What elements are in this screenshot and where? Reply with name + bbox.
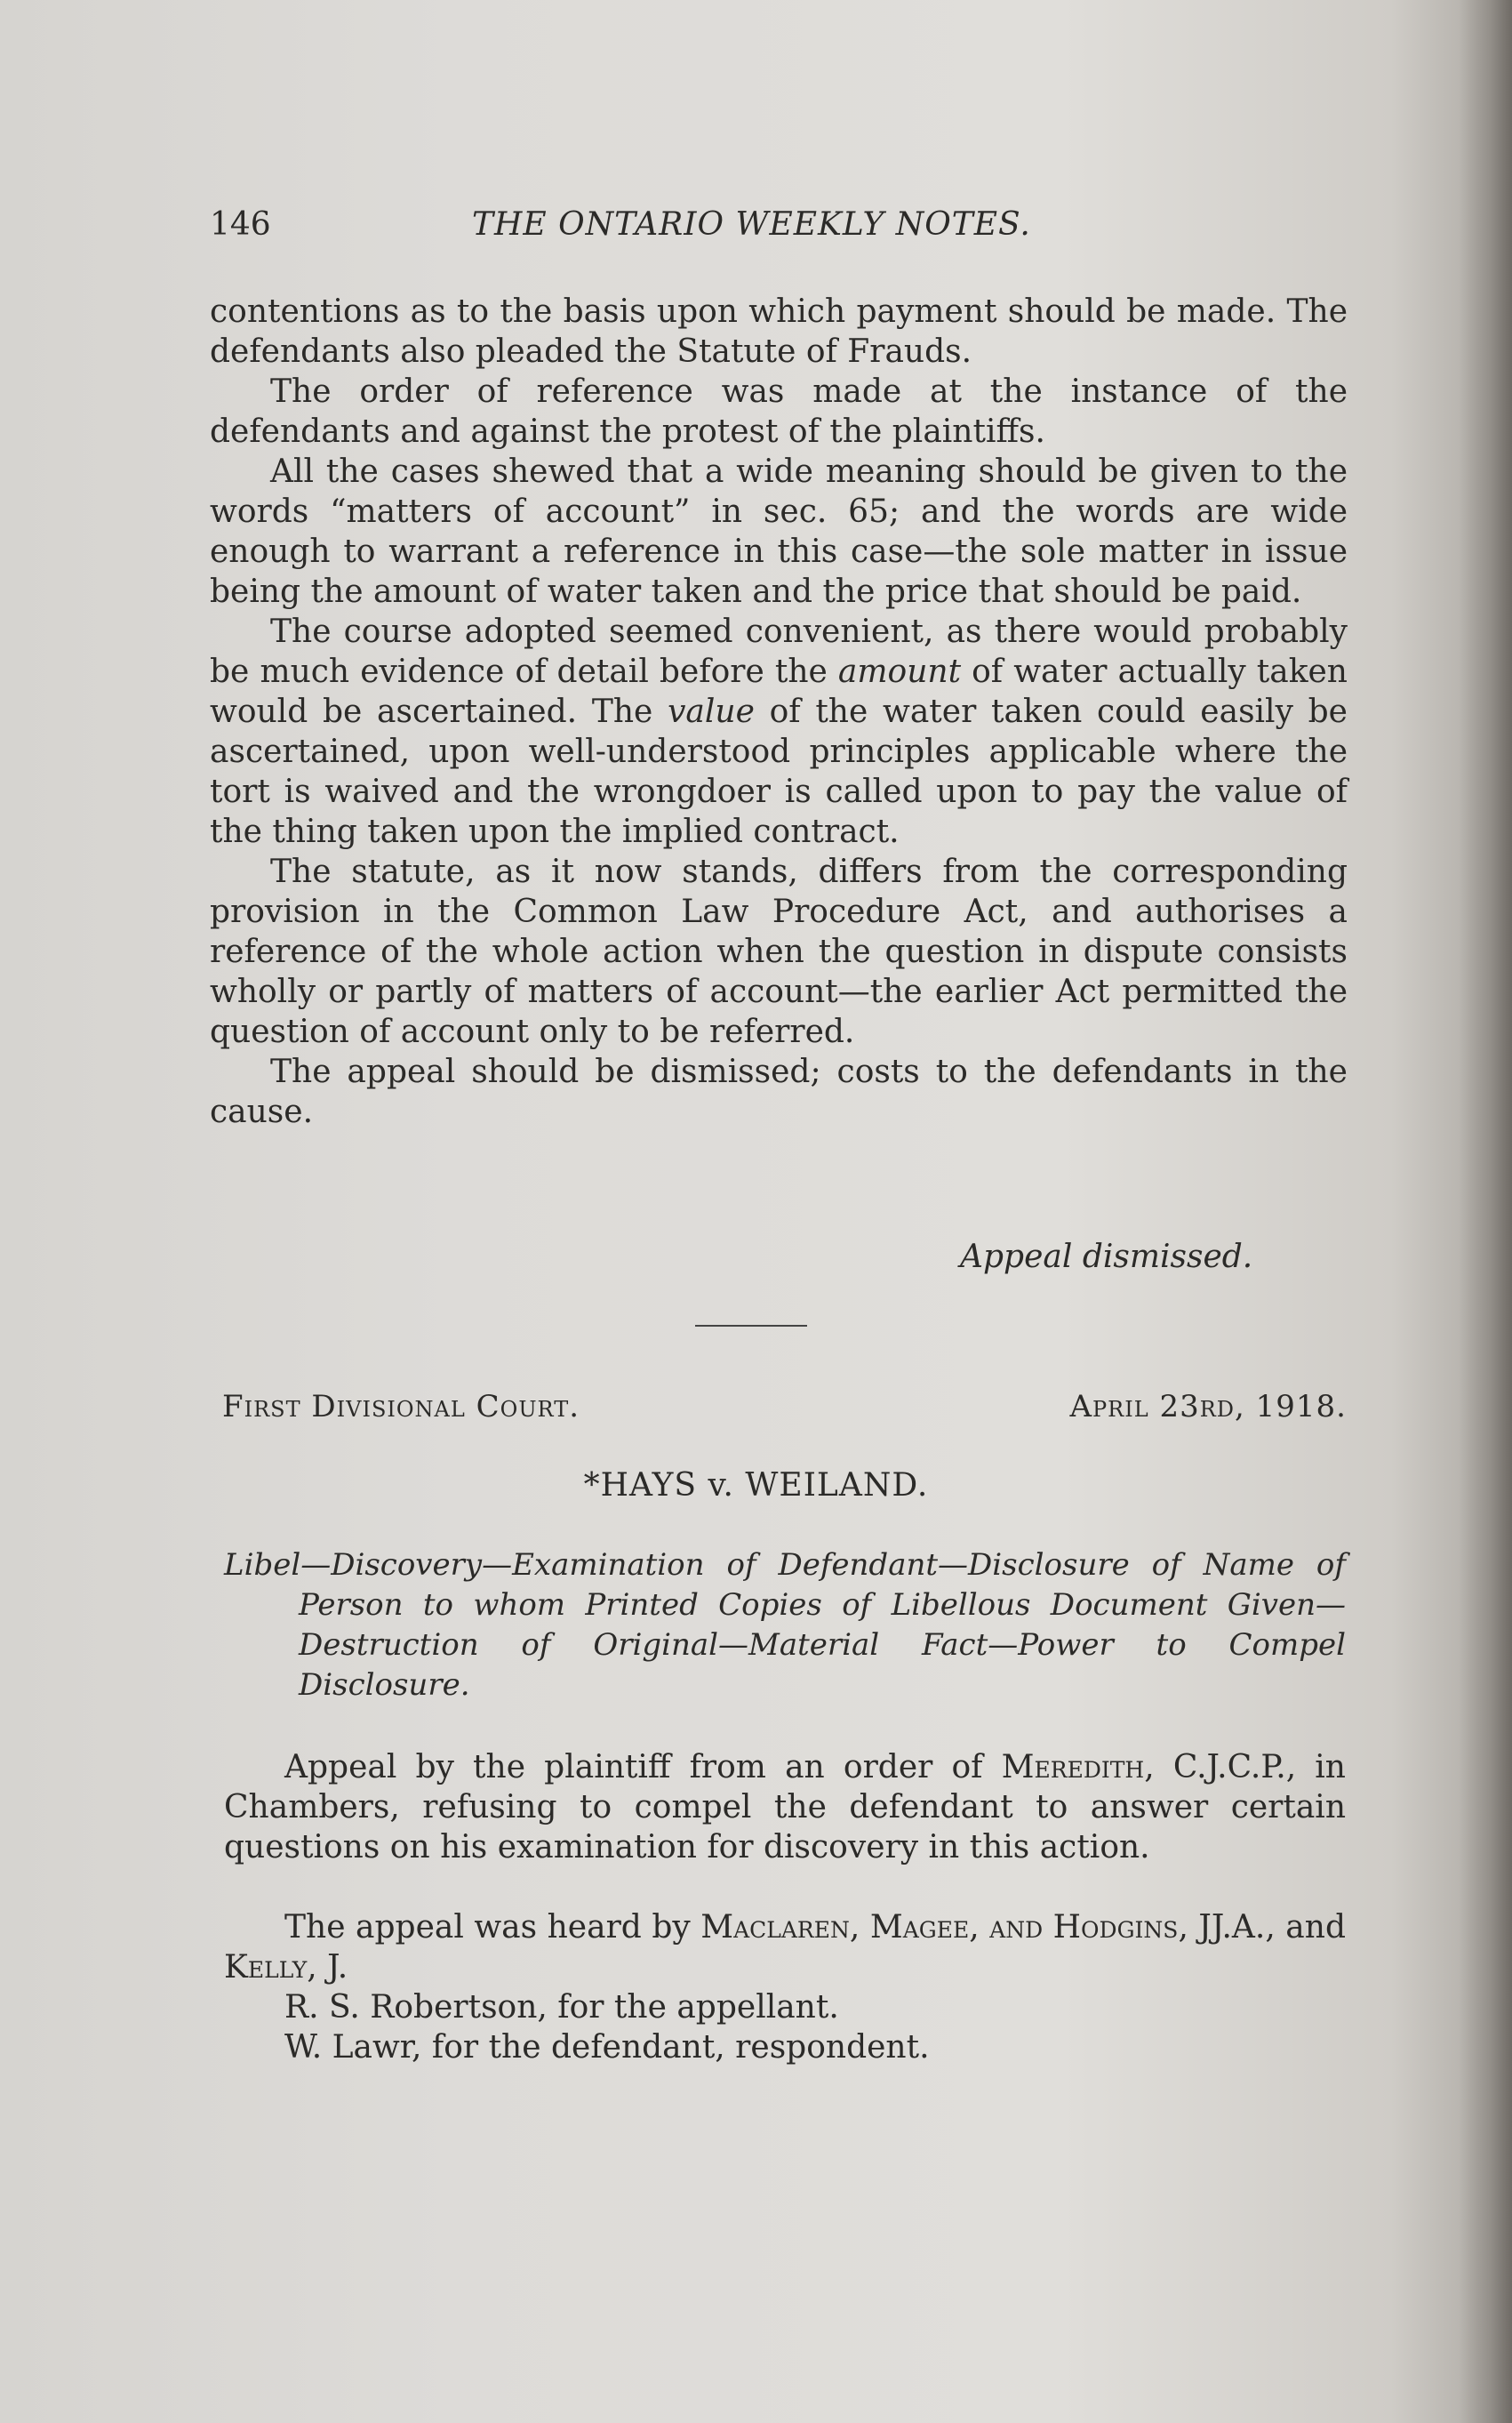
page-header — [210, 206, 1348, 260]
page-gutter-shadow — [1459, 0, 1512, 2423]
emphasis-value: value — [668, 694, 755, 730]
paragraph-course-adopted: The course adopted seemed convenient, as there would probably be much evidence of detail before the amount of water actually taken would be ascertained. The value of the water taken could easily be ascertained, upon well-understood principles applicable where the tort is waived and the wrongdoer is called upon to pay the value of the thing taken upon the implied contract. — [210, 614, 1348, 850]
judge-kelly: Kelly — [224, 1949, 308, 1986]
result-appeal-dismissed: Appeal dismissed. — [960, 1239, 1253, 1275]
paragraph-statute: The statute, as it now stands, differs from the corresponding provision in the Common Law Procedure Act, and authorises a reference of the whole action when the question in dispute consists wholly or partly of matters of account—the earlier Act permitted the question of account only to be referred. — [210, 854, 1348, 1050]
paragraph-order-of-reference: The order of reference was made at the instance of the defendants and against the protest of the plaintiffs. — [210, 373, 1348, 450]
headnote — [224, 1545, 1346, 1705]
judges-panel: Maclaren, Magee, and Hodgins — [700, 1909, 1179, 1946]
page-number: 146 — [210, 206, 271, 243]
opinion-text — [210, 292, 1348, 1132]
paragraph-costs: The appeal should be dismissed; costs to the defendants in the cause. — [210, 1054, 1348, 1130]
court-name: First Divisional Court. — [222, 1389, 580, 1424]
hearing-details — [224, 1907, 1346, 2067]
paragraph-appeal: Appeal by the plaintiff from an order of Meredith, C.J.C.P., in Chambers, refusing to compel the defendant to answer certain questions on his examination for discovery in this action. — [224, 1749, 1346, 1865]
headnote-text: Libel—Discovery—Examination of Defendant—Disclosure of Name of Person to whom Printed Copies of Libellous Document Given—Destruction of Original—Material Fact—Power to Compel Disclosure. — [224, 1547, 1346, 1703]
counsel-appellant: R. S. Robertson, for the appellant. — [284, 1989, 839, 2026]
section-divider — [695, 1325, 807, 1327]
appeal-statement — [224, 1747, 1346, 1867]
decision-date: April 23rd, 1918. — [1069, 1389, 1347, 1424]
case-title: *HAYS v. WEILAND. — [583, 1467, 929, 1504]
judge-meredith: Meredith — [1001, 1749, 1145, 1785]
paragraph-heard-by: The appeal was heard by Maclaren, Magee, and Hodgins, JJ.A., and Kelly, J. — [224, 1909, 1346, 1986]
emphasis-amount: amount — [837, 654, 962, 690]
court-line — [222, 1389, 1347, 1433]
paragraph-contentions: contentions as to the basis upon which payment should be made. The defendants also pleaded the Statute of Frauds. — [210, 293, 1348, 370]
paragraph-matters-of-account: All the cases shewed that a wide meaning should be given to the words “matters of account” in sec. 65; and the words are wide enough to warrant a reference in this case—the sole matter in issue being the amount of water taken and the price that should be paid. — [210, 453, 1348, 610]
counsel-respondent: W. Lawr, for the defendant, respondent. — [284, 2029, 930, 2066]
running-title: THE ONTARIO WEEKLY NOTES. — [472, 206, 1031, 243]
